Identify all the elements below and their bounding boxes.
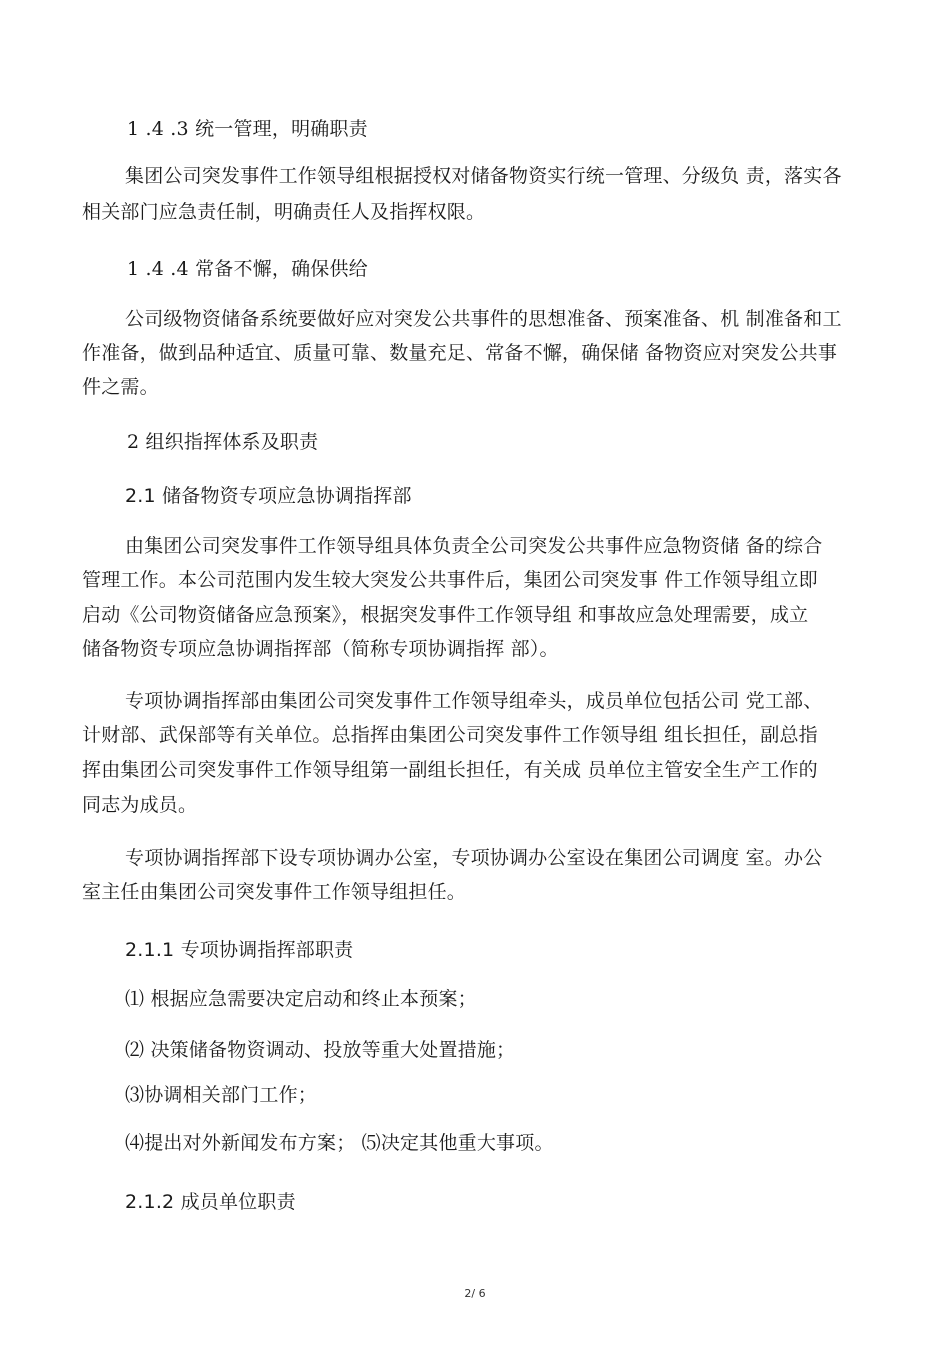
list-item: ⑷提出对外新闻发布方案； ⑸决定其他重大事项。 xyxy=(125,1132,554,1154)
paragraph-line: 计财部、武保部等有关单位。总指挥由集团公司突发事件工作领导组 组长担任，副总指 xyxy=(82,724,818,746)
paragraph-line: 专项协调指挥部下设专项协调办公室，专项协调办公室设在集团公司调度 室。办公 xyxy=(125,847,823,869)
list-item: ⑵ 决策储备物资调动、投放等重大处置措施； xyxy=(125,1039,516,1061)
list-item: ⑴ 根据应急需要决定启动和终止本预案； xyxy=(125,988,477,1010)
paragraph-line: 同志为成员。 xyxy=(82,794,198,816)
paragraph-line: 室主任由集团公司突发事件工作领导组担任。 xyxy=(82,881,467,903)
paragraph-line: 由集团公司突发事件工作领导组具体负责全公司突发公共事件应急物资储 备的综合 xyxy=(125,535,823,557)
heading-2-1-2: 2.1.2 成员单位职责 xyxy=(125,1191,296,1213)
paragraph-line: 件之需。 xyxy=(82,376,159,398)
list-item: ⑶协调相关部门工作； xyxy=(125,1084,318,1106)
heading-2-1-1: 2.1.1 专项协调指挥部职责 xyxy=(125,939,354,961)
paragraph-line: 挥由集团公司突发事件工作领导组第一副组长担任，有关成 员单位主管安全生产工作的 xyxy=(82,759,818,781)
paragraph-line: 储备物资专项应急协调指挥部（简称专项协调指挥 部）。 xyxy=(82,638,559,660)
paragraph-line: 公司级物资储备系统要做好应对突发公共事件的思想准备、预案准备、机 制准备和工 xyxy=(125,308,842,330)
paragraph-line: 作准备，做到品种适宜、质量可靠、数量充足、常备不懈，确保储 备物资应对突发公共事 xyxy=(82,342,838,364)
heading-1-4-3: 1 .4 .3 统一管理，明确职责 xyxy=(127,118,368,140)
heading-1-4-4: 1 .4 .4 常备不懈，确保供给 xyxy=(127,258,368,280)
heading-2-1: 2.1 储备物资专项应急协调指挥部 xyxy=(125,485,412,507)
paragraph-line: 相关部门应急责任制，明确责任人及指挥权限。 xyxy=(82,201,486,223)
heading-2: 2 组织指挥体系及职责 xyxy=(127,431,319,453)
page-number: 2/ 6 xyxy=(464,1287,486,1300)
paragraph-line: 管理工作。本公司范围内发生较大突发公共事件后，集团公司突发事 件工作领导组立即 xyxy=(82,569,818,591)
paragraph-line: 启动《公司物资储备应急预案》，根据突发事件工作领导组 和事故应急处理需要，成立 xyxy=(82,604,809,626)
paragraph-line: 集团公司突发事件工作领导组根据授权对储备物资实行统一管理、分级负 责，落实各 xyxy=(125,165,842,187)
paragraph-line: 专项协调指挥部由集团公司突发事件工作领导组牵头，成员单位包括公司 党工部、 xyxy=(125,690,823,712)
